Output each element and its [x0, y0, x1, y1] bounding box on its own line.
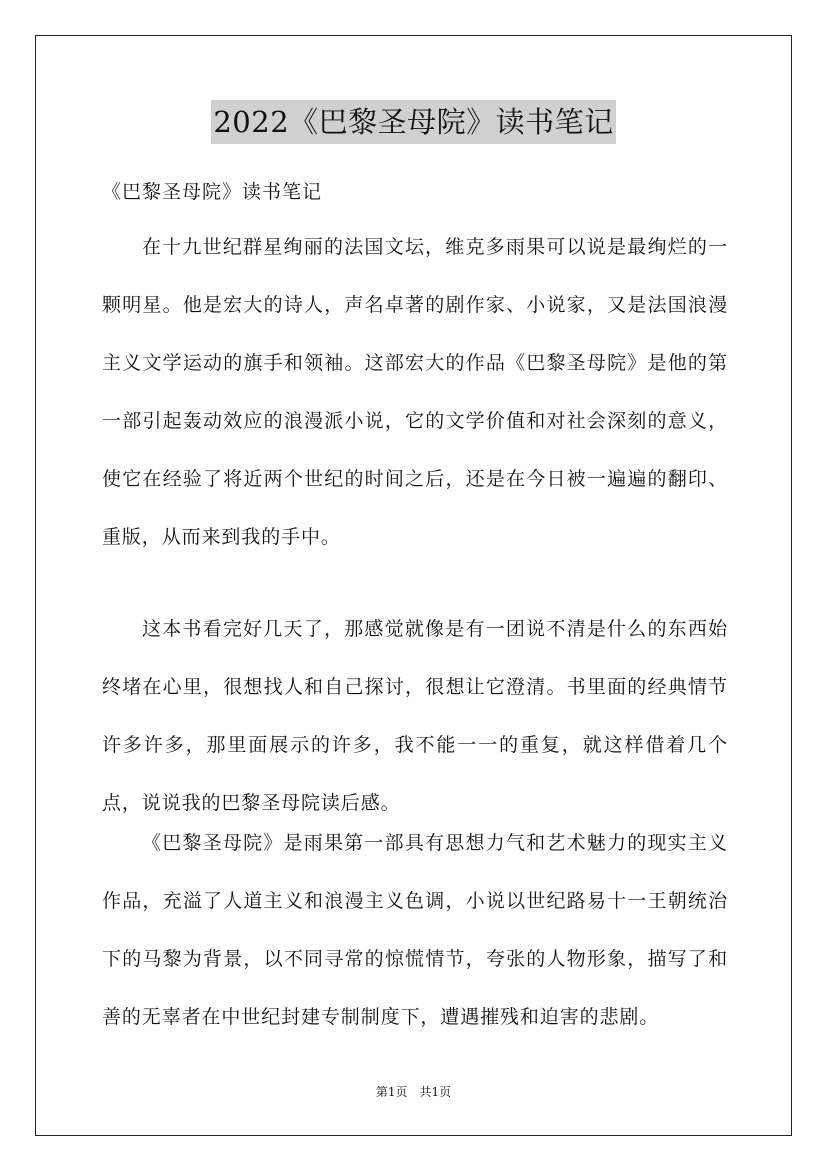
paragraph-3: 《巴黎圣母院》是雨果第一部具有思想力气和艺术魅力的现实主义作品，充溢了人道主义和浪漫主义色调，小说以世纪路易十一王朝统治下的马黎为背景，以不同寻常的惊慌情节，夸张的人物形象，描写了和善的无辜者在中世纪封建专制制度下，遭遇摧残和迫害的悲剧。 [102, 832, 728, 1028]
title-container [0, 100, 827, 144]
paragraph-2: 这本书看完好几天了，那感觉就像是有一团说不清是什么的东西始终堵在心里，很想找人和自己探讨，很想让它澄清。书里面的经典情节许多许多，那里面展示的许多，我不能一一的重复，就这样借着几个点，说说我的巴黎圣母院读后感。 [102, 618, 728, 814]
document-title: 2022《巴黎圣母院》读书笔记 [211, 100, 615, 144]
document-subtitle: 《巴黎圣母院》读书笔记 [102, 181, 323, 203]
page-footer: 第1页 共1页 [375, 1085, 452, 1099]
paragraph-1: 在十九世纪群星绚丽的法国文坛，维克多雨果可以说是最绚烂的一颗明星。他是宏大的诗人，声名卓著的剧作家、小说家，又是法国浪漫主义文学运动的旗手和领袖。这部宏大的作品《巴黎圣母院》是他的第一部引起轰动效应的浪漫派小说，它的文学价值和对社会深刻的意义，使它在经验了将近两个世纪的时间之后，还是在今日被一遍遍的翻印、重版，从而来到我的手中。 [102, 236, 728, 548]
